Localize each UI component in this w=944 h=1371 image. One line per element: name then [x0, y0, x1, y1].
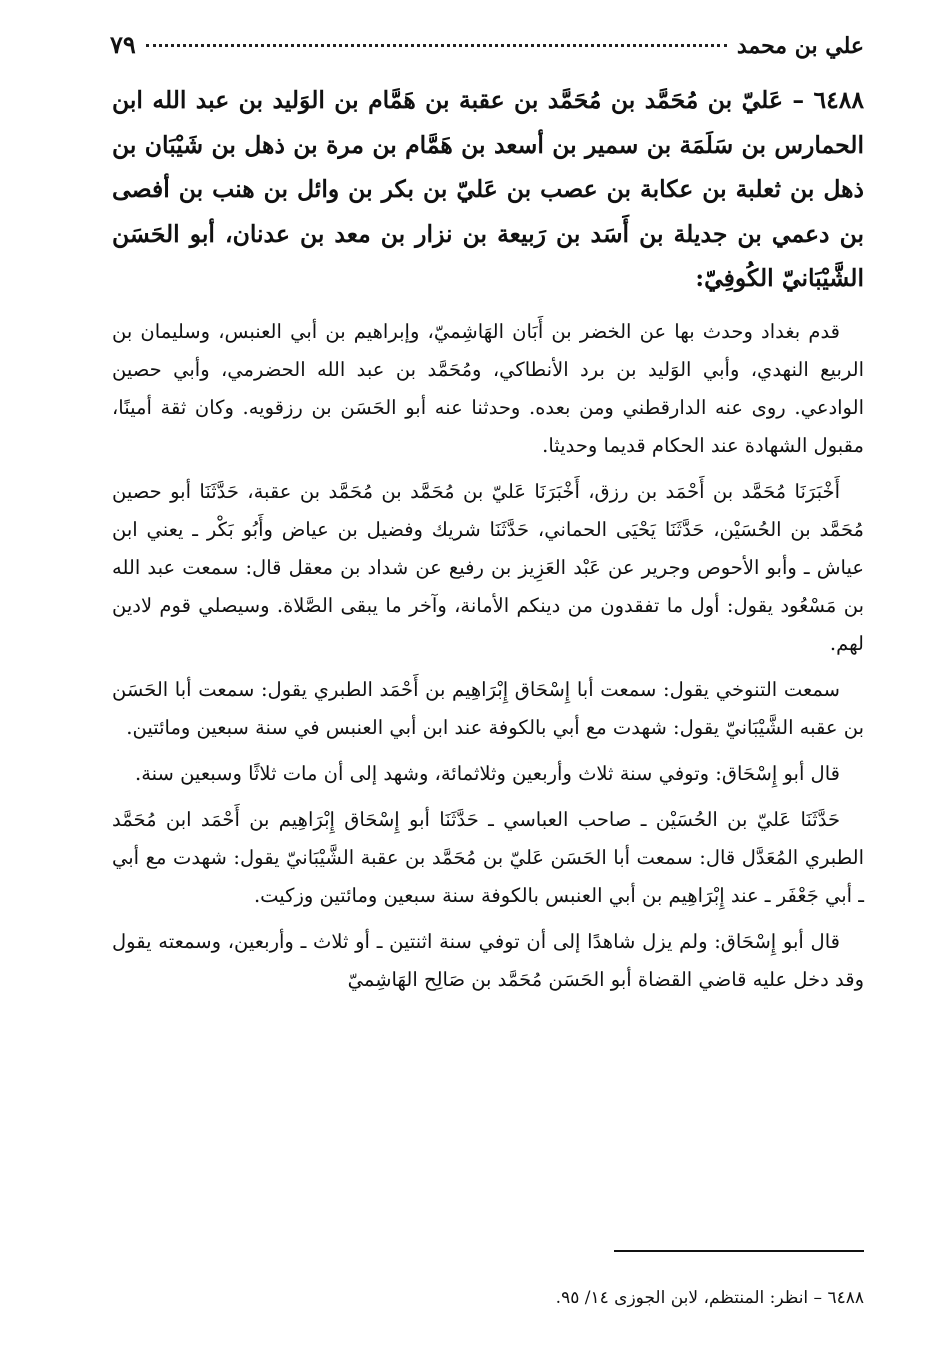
paragraph-4: قال أبو إِسْحَاق: وتوفي سنة ثلاث وأربعين وثلاثمائة، وشهد إلى أن مات ثلاثًا وسبعين سنة. [135, 761, 840, 785]
paragraph-5: حَدَّثَنَا عَليّ بن الحُسَيْن ـ صاحب العباسي ـ حَدَّثَنَا أبو إِسْحَاق إِبْرَاهِيم بن أَحْمَد ابن مُحَمَّد الطبري المُعَدَّل قال: سمعت أبا الحَسَن عَليّ بن مُحَمَّد بن عقبة الشَّيْبَانيّ يقول: شهدت مع أبي ـ أبي جَعْفَر ـ عند إِبْرَاهِيم بن أبي العنبس بالكوفة سنة سبعين ومائتين وزكيت. [112, 807, 864, 907]
running-header [110, 30, 864, 64]
paragraph-2: أَخْبَرَنَا مُحَمَّد بن أَحْمَد بن رزق، أَخْبَرَنَا عَليّ بن مُحَمَّد بن مُحَمَّد بن عقبة، حَدَّثَنَا أبو حصين مُحَمَّد بن الحُسَيْن، حَدَّثَنَا يَحْيَى الحماني، حَدَّثَنَا شريك وفضيل بن عياض وأَبُو بَكْر ـ يعني ابن عياش ـ وأبو الأحوص وجرير عن عَبْد العَزِيز بن رفيع عن شداد بن معقل قال: سمعت عبد الله بن مَسْعُود يقول: أول ما تفقدون من دينكم الأمانة، وآخر ما يبقى الصَّلاة. وسيصلي قوم لادين لهم. [112, 479, 864, 655]
running-header-title: علي بن محمد [736, 33, 864, 59]
main-text [112, 78, 864, 1007]
page-number: ٧٩ [110, 30, 136, 59]
entry-heading: ٦٤٨٨ – عَليّ بن مُحَمَّد بن مُحَمَّد بن عقبة بن هَمَّام بن الوَليد بن عبد الله ابن الحمارس بن سَلَمَة بن سمير بن أسعد بن هَمَّام بن مرة بن ذهل بن شَيْبَان بن ذهل بن ثعلبة بن عكابة بن عصب بن عَليّ بن بكر بن وائل بن هنب بن أفصى بن دعمي بن جديلة بن أَسَد بن رَبيعة بن نزار بن معد بن عدنان، أبو الحَسَن الشَّيْبَانيّ الكُوفِيّ: [112, 86, 864, 292]
footnote-separator [614, 1250, 864, 1252]
header-dot-leader [146, 44, 727, 47]
paragraph-3: سمعت التنوخي يقول: سمعت أبا إِسْحَاق إِبْرَاهِيم بن أَحْمَد الطبري يقول: سمعت أبا الحَسَن بن عقبه الشَّيْبَانيّ يقول: شهدت مع أبي بالكوفة عند ابن أبي العنبس في سنة سبعين ومائتين. [112, 677, 864, 739]
paragraph-6: قال أبو إِسْحَاق: ولم يزل شاهدًا إلى أن توفي سنة اثنتين ـ أو ثلاث ـ وأربعين، وسمعته يقول وقد دخل عليه قاضي القضاة أبو الحَسَن مُحَمَّد بن صَالِح الهَاشِميّ [112, 929, 864, 991]
paragraph-1: قدم بغداد وحدث بها عن الخضر بن أَبَان الهَاشِميّ، وإبراهيم بن أبي العنبس، وسليمان بن الربيع النهدي، وأبي الوَليد بن برد الأنطاكي، ومُحَمَّد بن عبد الله الحضرمي، وأبي حصين الوادعي. روى عنه الدارقطني ومن بعده. وحدثنا عنه أبو الحَسَن بن رزقويه. وكان ثقة أمينًا، مقبول الشهادة عند الحكام قديما وحديثا. [112, 319, 864, 457]
footnote: ٦٤٨٨ – انظر: المنتظم، لابن الجوزى ١٤/ ٩٥. [555, 1288, 864, 1308]
